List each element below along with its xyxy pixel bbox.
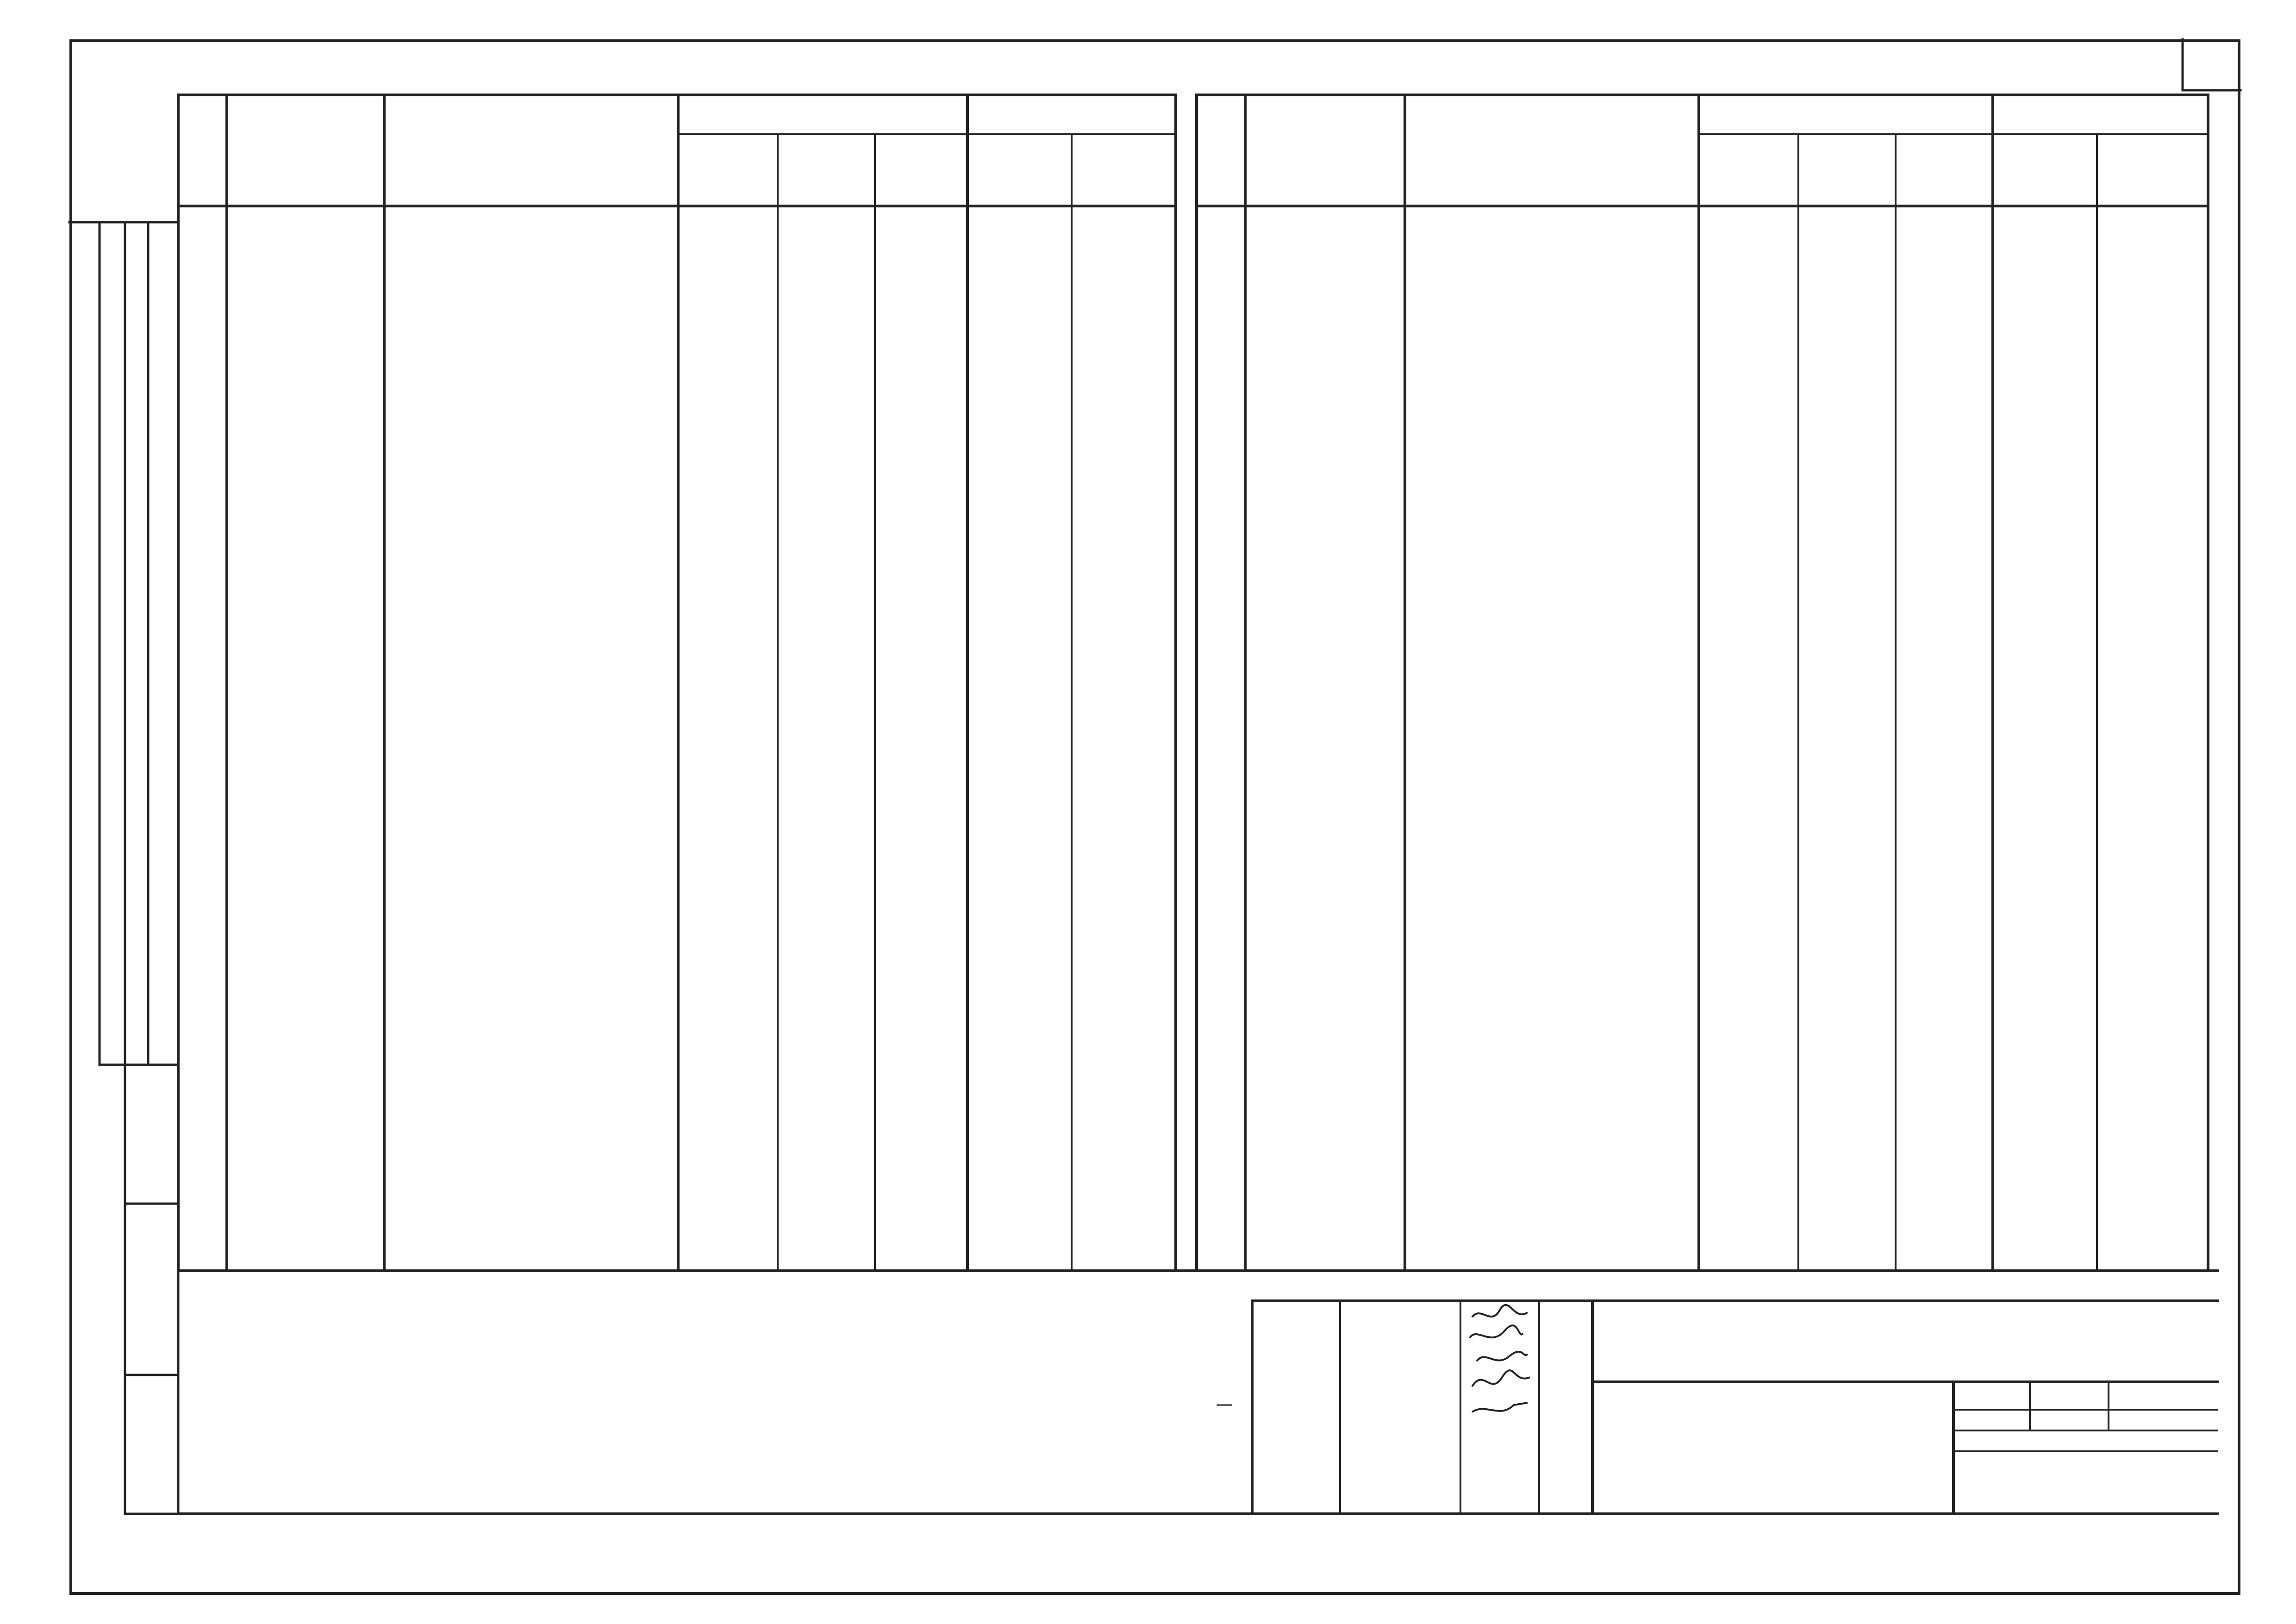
header-sheet-numbers xyxy=(1699,95,1993,134)
stamp-signature-date xyxy=(131,1206,154,1373)
header-corrected xyxy=(685,137,778,201)
header-sheet-numbers xyxy=(678,95,967,134)
signature-2 xyxy=(1470,1325,1523,1338)
header-change-number xyxy=(1197,95,1245,206)
header-added xyxy=(785,137,873,187)
header-basis xyxy=(1248,106,1403,176)
header-summary xyxy=(1410,106,1697,162)
stamp-replaced-inv xyxy=(140,1062,163,1201)
stamp-inv-original xyxy=(131,1370,154,1523)
signature-marks xyxy=(1463,1303,1539,1442)
header-added xyxy=(1805,137,1893,187)
header-signatures xyxy=(1993,95,2208,134)
signature-5 xyxy=(1472,1403,1528,1412)
header-summary xyxy=(389,106,676,162)
header-change-number xyxy=(178,95,227,206)
sheet-number xyxy=(2190,44,2236,88)
header-basis xyxy=(229,106,382,176)
header-annulled xyxy=(1903,137,1988,206)
header-gip-gap xyxy=(970,137,1072,201)
header-chief-spec xyxy=(1072,137,1176,201)
header-annulled xyxy=(880,137,965,206)
header-gip-gap xyxy=(1995,137,2097,201)
header-chief-spec xyxy=(2097,137,2208,201)
signature-4 xyxy=(1472,1370,1530,1387)
header-corrected xyxy=(1703,137,1796,201)
signature-1 xyxy=(1472,1305,1528,1317)
signature-3 xyxy=(1477,1352,1528,1361)
stamp-agreed xyxy=(60,551,88,782)
header-signatures xyxy=(967,95,1176,134)
